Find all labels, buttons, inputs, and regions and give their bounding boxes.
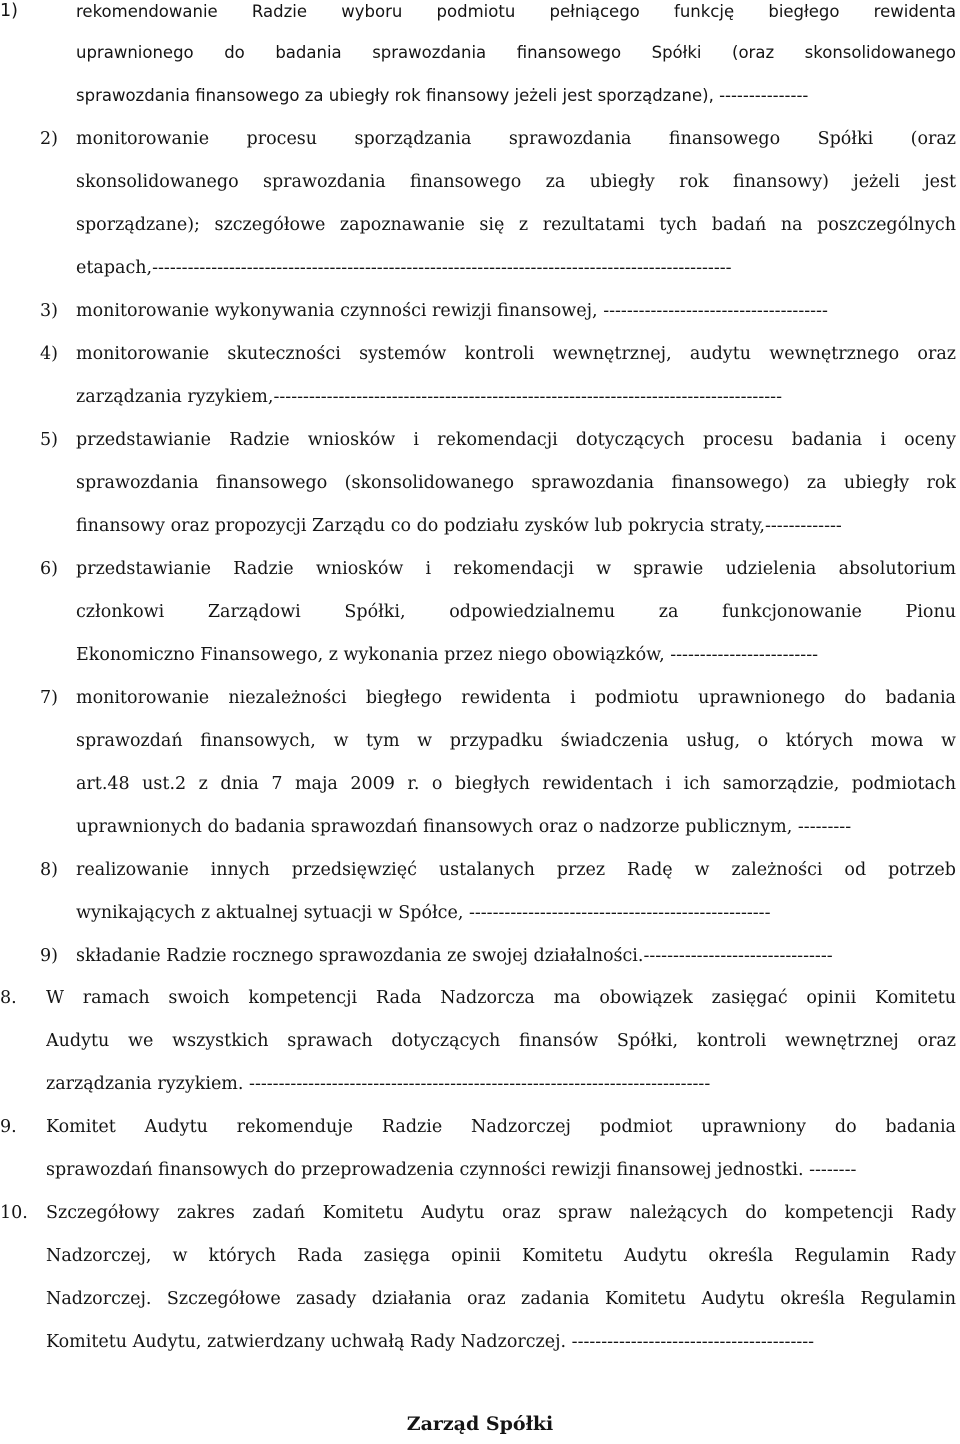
paragraph-line: Komitetu Audytu, zatwierdzany uchwałą Rady Nadzorczej. ----------------------------------------- — [46, 1332, 815, 1352]
list-item-line: przedstawianie Radzie wniosków i rekomendacji dotyczących procesu badania i oceny — [76, 430, 956, 450]
list-marker: 3) — [40, 301, 58, 321]
paragraph-line: Szczegółowy zakres zadań Komitetu Audytu oraz spraw należących do kompetencji Rady — [46, 1203, 956, 1223]
paragraph-line: Nadzorczej. Szczegółowe zasady działania oraz zadania Komitetu Audytu określa Regulamin — [46, 1289, 956, 1309]
list-item-line: monitorowanie skuteczności systemów kontroli wewnętrznej, audytu wewnętrznego oraz — [76, 344, 956, 364]
paragraph-line: Audytu we wszystkich sprawach dotyczących finansów Spółki, kontroli wewnętrznej oraz — [46, 1031, 956, 1051]
signature-footer: Zarząd Spółki — [406, 1413, 554, 1435]
list-marker: 8) — [40, 860, 58, 880]
list-item-line: zarządzania ryzykiem,-------------------------------------------------------------------------------------- — [76, 387, 782, 407]
list-item-line: uprawnionych do badania sprawozdań finansowych oraz o nadzorze publicznym, --------- — [76, 817, 852, 837]
list-item-line: sprawozdań finansowych, w tym w przypadku świadczenia usług, o których mowa w — [76, 731, 956, 751]
list-item-line: sporządzane); szczegółowe zapoznawanie się z rezultatami tych badań na poszczególnych — [76, 215, 956, 235]
paragraph-line: sprawozdań finansowych do przeprowadzenia czynności rewizji finansowej jednostki. -------- — [46, 1160, 857, 1180]
list-marker: 4) — [40, 344, 58, 364]
list-item-line: sprawozdania finansowego za ubiegły rok finansowy jeżeli jest sporządzane), --------------- — [76, 86, 809, 105]
list-marker: 2) — [40, 129, 58, 149]
list-item-line: wynikających z aktualnej sytuacji w Spółce, --------------------------------------------------- — [76, 903, 771, 923]
list-item-line: monitorowanie niezależności biegłego rewidenta i podmiotu uprawnionego do badania — [76, 688, 956, 708]
list-marker: 9) — [40, 946, 58, 966]
paragraph-line: zarządzania ryzykiem. ------------------------------------------------------------------------------ — [46, 1074, 711, 1094]
list-item-line: przedstawianie Radzie wniosków i rekomendacji w sprawie udzielenia absolutorium — [76, 559, 956, 579]
list-item-line: monitorowanie procesu sporządzania sprawozdania finansowego Spółki (oraz — [76, 129, 956, 149]
paragraph-number: 10. — [0, 1203, 28, 1223]
paragraph-line: W ramach swoich kompetencji Rada Nadzorcza ma obowiązek zasięgać opinii Komitetu — [46, 988, 956, 1008]
list-item-line: członkowi Zarządowi Spółki, odpowiedzialnemu za funkcjonowanie Pionu — [76, 602, 956, 622]
list-item-line: składanie Radzie rocznego sprawozdania ze swojej działalności.-------------------------------- — [76, 946, 833, 966]
list-item-line: sprawozdania finansowego (skonsolidowanego sprawozdania finansowego) za ubiegły rok — [76, 473, 956, 493]
list-marker: 5) — [40, 430, 58, 450]
list-marker: 6) — [40, 559, 58, 579]
list-item-line: finansowy oraz propozycji Zarządu co do podziału zysków lub pokrycia straty,------------- — [76, 516, 842, 536]
paragraph-number: 8. — [0, 988, 17, 1008]
list-item-line: uprawnionego do badania sprawozdania finansowego Spółki (oraz skonsolidowanego — [76, 43, 956, 62]
list-item-line: monitorowanie wykonywania czynności rewizji finansowej, -------------------------------------- — [76, 301, 828, 321]
paragraph-line: Komitet Audytu rekomenduje Radzie Nadzorczej podmiot uprawniony do badania — [46, 1117, 956, 1137]
list-marker: 1) — [0, 1, 18, 21]
list-item-line: etapach,-------------------------------------------------------------------------------------------------- — [76, 258, 732, 278]
paragraph-line: Nadzorczej, w których Rada zasięga opinii Komitetu Audytu określa Regulamin Rady — [46, 1246, 956, 1266]
list-item-line: realizowanie innych przedsięwzięć ustalanych przez Radę w zależności od potrzeb — [76, 860, 956, 880]
list-item-line: skonsolidowanego sprawozdania finansowego za ubiegły rok finansowy) jeżeli jest — [76, 172, 956, 192]
list-marker: 7) — [40, 688, 58, 708]
list-item-line: Ekonomiczno Finansowego, z wykonania przez niego obowiązków, ------------------------- — [76, 645, 819, 665]
list-item-line: rekomendowanie Radzie wyboru podmiotu pełniącego funkcję biegłego rewidenta — [76, 2, 956, 21]
list-item-line: art.48 ust.2 z dnia 7 maja 2009 r. o biegłych rewidentach i ich samorządzie, podmiotach — [76, 774, 956, 794]
paragraph-number: 9. — [0, 1117, 17, 1137]
